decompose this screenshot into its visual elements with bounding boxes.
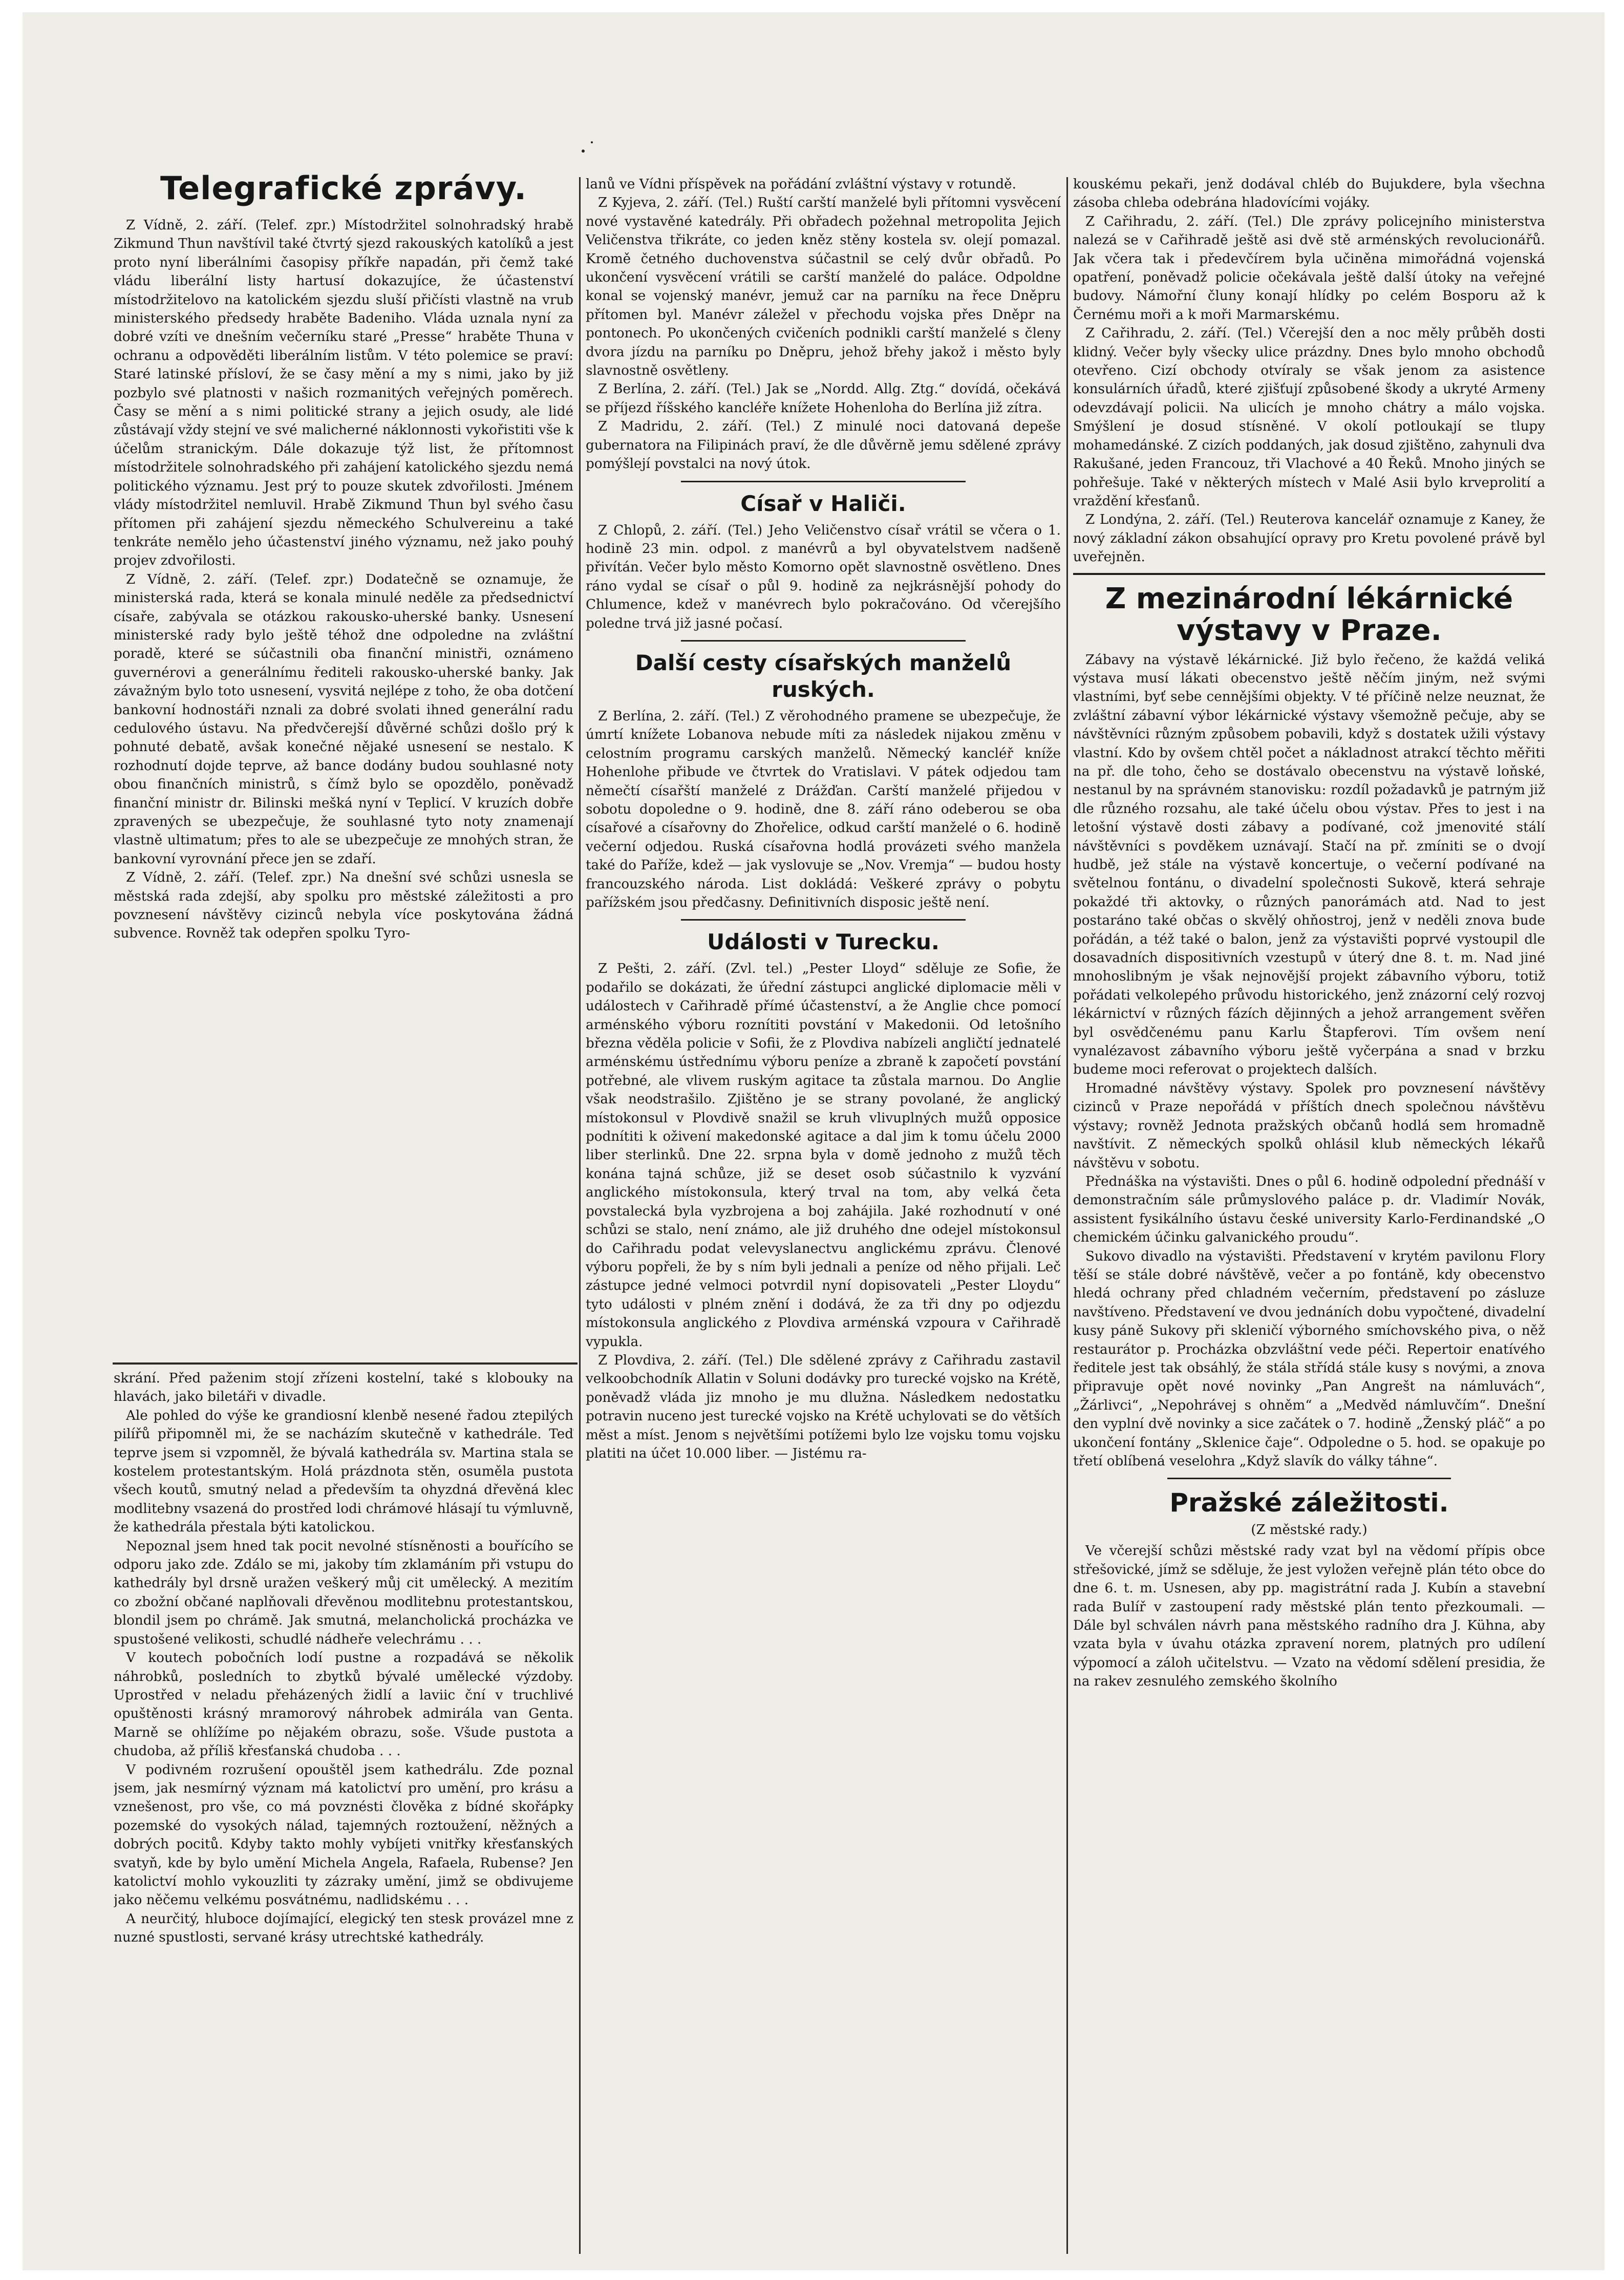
article-continuation: kouskému pekaři, jenž dodával chléb do Bujukdere, byla všechna zásoba chleba odebrána hladovícími vojáky. <box>1073 177 1545 211</box>
expo-entertainment: Zábavy na výstavě lékárnické. Již bylo řečeno, že každá veliká výstava musí lákati obecenstvo ještě něčím jiným, než svými vlastními, byť sebe cennějšími objekty. V té příčině nelze neuznat, že zvláštní zábavní výbor lékárnické výstavy všemožně pečuje, aby se návštěvníci různým způsobem pobavili, když s dostatek užili výstavy vlastní. Kdo by ovšem chtěl počet a nákladnost atrakcí těchto měřiti na př. dle toho, čeho se dostávalo obecenstvu na výstavě loňské, nestanul by na správném stanovisku: rozdíl požadavků je patrným již dle různého rozsahu, ale také účelu obou výstav. Přes to jest i na letošní výstavě dosti zábavy a podívané, což jmenovité stálí návštěvníci s povděkem uznávají. Stačí na př. zmíniti se o dvojí hudbě, jež stále na výstavě koncertuje, o večerní podívané na světelnou fontánu, o divadelní společnosti Sukově, která sehraje pokaždé tři aktovky, o různých panorámách atd. Nad to jest postaráno také občas o skvělý ohňostroj, jenž v neděli znova bude pořádán, a též také o balon, jenž za výstavišti poprvé vystoupil dle dosavadních dispositivních vzestupů v úterý dne 8. t. m. Nad jiné mnohoslibným je však nejnovější projekt zábavního výboru, totiž pořádati velkolepého průvodu historického, jenž znázorní celý rozvoj lékárnictví v různých fázích dějinných a jehož arrangement svěřen byl osvědčenému panu Karlu Štapferovi. Tím ovšem není vynalézavost zábavního výboru ještě vyčerpána a snad v brzku budeme moci referovat o projektech dalších. <box>1073 652 1545 1078</box>
article-vienna-city-council: Z Vídně, 2. září. (Telef. zpr.) Na dnešní své schůzi usnesla se městská rada zdejší, aby spolku pro městské záležitosti a pro povznesení návštěvy cizinců nebyla více poskytována žádná subvence. Rovněž tak odepřen spolku Tyro- <box>114 870 573 942</box>
section-heading-pharmacy-expo: Z mezinárodní lékárnické výstavy v Praze. <box>1105 582 1513 647</box>
article-berlin-hohenlohe: Z Berlína, 2. září. (Tel.) Jak se „Nordd. Allg. Ztg.“ dovídá, očekává se příjezd říšského kancléře knížete Hohenloha do Berlína již zítra. <box>586 381 1061 416</box>
section-heading-emperor: Císař v Haliči. <box>740 491 906 516</box>
article-plovdiv: Z Plovdiva, 2. září. (Tel.) Dle sdělené zprávy z Cařihradu zastavil velkoobchodník Allatin v Soluni dodávky pro turecké vojsko na Krétě, poněvadž vláda jiz mnoho je mu dlužna. Následkem nedostatku potravin nuceno jest turecké vojsko na Krétě uchylovati se do větších měst a míst. Jenom s největšími potížemi bylo lze vojsku tomu vojsku platiti na účet 10.000 liber. — Jistému ra- <box>586 1352 1061 1461</box>
article-continuation: lanů ve Vídni příspěvek na pořádání zvláštní výstavy v rotundě. <box>586 177 1016 192</box>
feuilleton-paragraph: Nepoznal jsem hned tak pocit nevolné stísněnosti a bouřícího se odporu jako zde. Zdálo se mi, jakoby tím zklamáním při vstupu do kathedrály byl drsně uražen veškerý můj cit umělecký. A mezitím co zbožní občané naplňovali dřevěnou modlitebnu protestantskou, blondil jsem po chrámě. Jak smutná, melancholická procházka ve spustošené velikosti, schudlé nádheře velechrámu . . . <box>114 1538 573 1647</box>
article-constantinople-1: Z Cařihradu, 2. září. (Tel.) Dle zprávy policejního ministerstva nalezá se v Cařihradě ještě asi dvě stě arménských revolucionářů. Jak včera tak i předevčírem byla učiněna mimořádná vojenská opatření, poněvadž policie očekávala ještě další útoky na veřejné budovy. Námořní čluny konají hlídky po celém Bosporu až k Černému moři a k moři Marmarskému. <box>1073 214 1545 323</box>
section-heading-prague-affairs: Pražské záležitosti. <box>1169 1488 1449 1518</box>
ink-speck <box>591 141 593 143</box>
article-chlopy: Z Chlopů, 2. září. (Tel.) Jeho Veličenstvo císař vrátil se včera o 1. hodině 23 min. odpol. z manévrů a byl obyvatelstvem nadšeně přivítán. Večer bylo město Komorno opět slavnostně osvětleno. Dnes ráno vydal se císař o půl 9. hodině za nejkrásnější pohody do Chlumence, kdež v manévrech bylo pokračováno. Od včerejšího poledne trvá již jasné počasí. <box>586 522 1061 631</box>
section-heading-russian-monarchs: Další cesty císařských manželů ruských. <box>635 650 1012 702</box>
column-3 <box>1073 175 1545 2259</box>
column-1 <box>114 168 573 1356</box>
column-2 <box>586 175 1061 2259</box>
page-headline: Telegrafické zprávy. <box>160 169 527 207</box>
article-pest: Z Pešti, 2. září. (Zvl. tel.) „Pester Lloyd“ sděluje ze Sofie, že podařilo se dokázati, že úřední zástupci anglické diplomacie měli v událostech v Cařihradě přímé účastenství, a že Anglie chce pomocí arménského výboru roznítiti povstání v Makedonii. Od letošního března věděla policie v Sofii, že z Plovdiva nabízeli angličtí jednatelé arménskému ústřednímu výboru peníze a zbraně k započetí povstání potřebné, ale vlivem ruským agitace ta zůstala marnou. Do Anglie však neodstrašilo. Zjištěno je se strany povolané, že anglický místokonsul v Plovdivě snažil se kruh vlivuplných mužů opposice podnítiti k oživení makedonské agitace a dal jim k tomu účelu 2000 liber sterlinků. Dne 22. srpna byla v domě jednoho z mužů těch konána tajná schůze, již se deset osob súčastnilo k vyzvání anglického místokonsula, který trval na tom, aby velká četa povstalecká byla vyzbrojena a boj zahájila. Jaké rozhodnutí v oné schůzi se stalo, není známo, ale již druhého dne odejel místokonsul do Cařihradu podat velevyslanectvu anglickému zprávu. Členové výboru popřeli, že by s ním byli jednali a peníze od něho přijali. Leč zástupce jedné velmoci potvrdil nyní dopisovateli „Pester Lloydu“ tyto události v plném znění i dodává, že za tři dny po odjezdu místokonsula anglického z Plovdiva arménská vzpoura v Cařihradě vypukla. <box>586 961 1061 1350</box>
expo-lecture: Přednáška na výstavišti. Dnes o půl 6. hodině odpolední přednáší v demonstračním sále průmyslového paláce p. dr. Vladimír Novák, assistent fysikálního ústavu české university Karlo-Ferdinandské „O chemickém účinku galvanického proudu“. <box>1073 1174 1545 1246</box>
ink-speck <box>582 150 585 153</box>
column-1-feuilleton <box>114 1369 573 2260</box>
column-rule-right <box>1066 177 1068 2254</box>
article-vienna-bank: Z Vídně, 2. září. (Telef. zpr.) Dodatečně se oznamuje, že ministerská rada, která se konala minulé neděle za předsednictví císaře, zabývala se otázkou rakousko-uherské banky. Usnesení ministerské rady bylo ještě téhož dne odpoledne na zvláštní poradě, které se súčastnili oba finanční ministři, oznámeno guvernérovi a generálnímu řediteli rakousko-uherské banky. Jak závažným bylo toto usnesení, vysvitá nejlépe z toho, že oba dotčení bankovní hodnostáři nznali za dobré svolati ihned generální radu cedulového ústavu. Na předvčerejší důvěrné schůzi došlo prý k pohnuté debatě, avšak konečné nějaké usnesení se nestalo. K rozhodnutí dojde teprve, až bance dodány budou souhlasné noty obou finančních ministrů, s čímž bylo se opozdělo, poněvadž finanční ministr dr. Bilinski mešká nyní v Teplicí. V kruzích dobře zpravených se ubezpečuje, že souhlasné tyto noty znamenají vlastně ultimatum; přes to ale se ubezpečuje ze mnohých stran, že bankovní vyrovnání přece jen se zdaří. <box>114 571 573 867</box>
section-divider <box>681 640 966 642</box>
section-divider <box>1073 573 1545 575</box>
feuilleton-paragraph: A neurčitý, hluboce dojímající, elegický ten stesk provázel mne z nuzné spustlosti, servané krásy utrechtské kathedrály. <box>114 1911 573 1946</box>
feuilleton-paragraph: skrání. Před paženim stojí zřízeni kostelní, také s klobouky na hlavách, jako biletáři v divadle. <box>114 1371 573 1405</box>
section-heading-turkey: Události v Turecku. <box>707 929 939 955</box>
feuilleton-paragraph: V koutech pobočních lodí pustne a rozpadává se několik náhrobků, posledních to zbytků bývalé umělecké výzdoby. Uprostřed v neladu přeházených židlí a laviic ční v truchlivé opuštěnosti krásný mramorový náhrobek admirála van Genta. Marně se ohlížíme po nějakém obrazu, soše. Všude pustota a chudoba, až příliš křesťanská chudoba . . . <box>114 1650 573 1759</box>
expo-group-visits: Hromadné návštěvy výstavy. Spolek pro povznesení návštěvy cizinců v Praze nepořádá v příštích dnech společnou návštěvu výstavy; rovněž Jednota pražských občanů hodlá sem hromadně navštívit. Z německých spolků ohlásil klub německých lékařů návštěvu v sobotu. <box>1073 1080 1545 1171</box>
newspaper-page <box>23 12 1605 2270</box>
article-london: Z Londýna, 2. září. (Tel.) Reuterova kancelář oznamuje z Kaney, že nový základní zákon obsahující opravy pro Kretu povolené právě byl uveřejněn. <box>1073 512 1545 565</box>
article-vienna-thun: Z Vídně, 2. září. (Telef. zpr.) Místodržitel solnohradský hrabě Zikmund Thun navštívil také čtvrtý sjezd rakouských katolíků a jest proto nyní liberálními časopisy příkře napadán, při čemž také vládu liberální listy hartusí dokazujíce, že účastenství místodržitelovo na katolickém sjezdu sluší přičísti vlastně na vrub ministerského předsedy hraběte Badeniho. Vláda uznala nyní za dobré vzíti ve dnešním večerníku staré „Presse“ hraběte Thuna v ochranu a odpověděti liberálním listům. V této polemice se praví: Staré latinské přísloví, že se časy mění a my s nimi, jako by již pozbylo své platnosti v našich rozmanitých veřejných poměrech. Časy se mění a s nimi politické strany a jejich osudy, ale lidé zůstávají vždy stejní ve své malicherné náklonnosti vykořistiti vše k účelům stranickým. Dále dokazuje týž list, že přítomnost místodržitele solnohradského při zahájení katolického sjezdu nemá politického významu. Jest prý to pouze skutek zdvořilosti. Jménem vlády místodržitel nemluvil. Hrabě Zikmund Thun byl svého času přítomen při zahájení sjezdu německého Schulvereinu a také tenkráte nemělo jeho účastenství jiného významu, než jako pouhý projev zdvořilosti. <box>114 218 573 569</box>
section-divider <box>681 481 966 482</box>
article-constantinople-2: Z Cařihradu, 2. září. (Tel.) Včerejší den a noc měly průběh dosti klidný. Večer byly všecky ulice prázdny. Dnes bylo mnoho obchodů otevřeno. Cizí obchody otvíraly se však jenom za asistence konsulárních úřadů, které zjišťují způsobené škody a ukryté Armeny odevzdávají policii. Na ulicích je mnoho chátry a málo vojska. Smýšlení je dosud stísněné. V okolí potloukají se tlupy mohamedánské. Z cizích poddaných, jak dosud zjištěno, zahynuli dva Rakušané, jeden Francouz, tři Vlachové a 40 Řeků. Mnoho jiných se pohřešuje. Také v některých místech v Malé Asii bylo krveprolití a vraždění křesťanů. <box>1073 326 1545 509</box>
expo-theatre: Sukovo divadlo na výstavišti. Představení v krytém pavilonu Flory těší se stále dobré návštěvě, večer a po fontáně, kdy obecenstvo hledá ochrany před chladném večerním, představení po zásluze navštíveno. Představení ve dvou jednáních dobu vypočtené, divadelní kusy páně Sukovy při skleničí výborného smíchovského piva, o něž restaurátor p. Procházka obzvláštní vede péči. Repertoir enatívého ředitele jest tak obsáhlý, že stála střídá stále kusy s novými, a znova připravuje opět nové novinky „Pan Angrešt na námluvách“, „Žárlivci“, „Nepohrávej s ohněm“ a „Medvěd námluvčím“. Dnešní den vyplní dvě novinky a sice začátek o 7. hodině „Ženský pláč“ a po ukončení fontány „Sklenice čaje“. Odpoledne o 5. hod. se opakuje po třetí oblíbená veselohra „Když slavík do války táhne“. <box>1073 1248 1545 1469</box>
article-city-council: Ve včerejší schůzi městské rady vzat byl na vědomí přípis obce střešovické, jímž se sděluje, že jest vyložen veřejně plán této obce do dne 6. t. m. Usnesen, aby pp. magistrátní rada J. Kubín a stavební rada Bulíř v zastoupení rady městské plán tento přezkoumali. — Dále byl schválen návrh pana městského radního dra J. Kühna, aby vzata byla v úvahu otázka zpravení norem, platných pro udílení výpomocí a záloh učitelstvu. — Vzato na vědomí sdělení presidia, že na rakev zesnulého zemského školního <box>1073 1543 1545 1690</box>
feuilleton-paragraph: Ale pohled do výše ke grandiosní klenbě nesené řadou ztepilých pilířů připomněl mi, že se nacházím skutečně v kathedrále. Teď teprve jsem si vzpomněl, že bývalá kathedrála sv. Martina stala se kostelem protestantským. Holá prázdnota stěn, osuměla pustota všech koutů, smutný nelad a především ta ohyzdná dřevěná klec modlitebny vsazená do prostřed lodi chrámové hlásají tu výmluvně, že kathedrála přestala býti katolickou. <box>114 1408 573 1536</box>
feuilleton-divider <box>113 1362 578 1365</box>
section-subheading: (Z městské rady.) <box>1251 1522 1367 1538</box>
article-madrid: Z Madridu, 2. září. (Tel.) Z minulé noci datovaná depeše gubernatora na Filipinách praví, že dle důvěrně jemu sdělené zprávy pomýšlejí povstalci na nový útok. <box>586 419 1061 472</box>
column-rule-left <box>579 177 581 2254</box>
article-berlin-lobanov: Z Berlína, 2. září. (Tel.) Z věrohodného pramene se ubezpečuje, že úmrtí knížete Lobanova nebude míti za následek nijakou změnu v celostním programu carských manželů. Německý kancléř kníže Hohenlohe přibude ve čtvrtek do Vratislavi. V pátek odjedou tam němečtí císařští manželé z Drážďan. Carští manželé přijedou v sobotu dopoledne o 9. hodině, dne 8. září ráno odeberou se oba císařové a císařovny do Zhořelice, odkud carští manželé o 6. hodině večerní odjedou. Ruská císařovna hodlá provázeti svého manžela také do Paříže, kdež — jak vyslovuje se „Nov. Vremja“ — budou hosty francouzského národa. List dokládá: Veškeré zprávy o pobytu pařížském jsou předčasny. Definitivních disposic ještě není. <box>586 708 1061 910</box>
section-divider <box>1167 1478 1450 1479</box>
feuilleton-paragraph: V podivném rozrušení opouštěl jsem kathedrálu. Zde poznal jsem, jak nesmírný význam má katolictví pro umění, pro krásu a vznešenost, pro vše, co má povznésti člověka z bídné skořápky pozemské do vysokých nálad, tajemných roztoužení, něžných a dobrých pocitů. Kdyby takto mohly vybíjeti vnitřky křesťanských svatyň, kde by bylo umění Michela Angela, Rafaela, Rubense? Jen katolictví mohlo vykouzliti ty zázraky umění, jimž se obdivujeme jako něčemu velkému posvátnému, nadlidskému . . . <box>114 1762 573 1908</box>
article-kiev: Z Kyjeva, 2. září. (Tel.) Ruští carští manželé byli přítomni vysvěcení nové vystavěné katedrály. Při obřadech požehnal metropolita Jejich Veličenstva třikráte, co jeden kněz stěny kostela sv. olejí pomazal. Kromě četného duchovenstva súčastnil se celý dvůr obřadů. Po ukončení vysvěcení vrátili se carští manželé do paláce. Odpoldne konal se vojenský manévr, jemuž car na parníku na řece Dněpru přítomen byl. Manévr záležel v přechodu vojska přes Dněpr na pontonech. Po ukončených cvičeních podnikli carští manželé s členy dvora jízdu na parníku po Dněpru, jehož břehy jakož i město byly slavnostně osvětleny. <box>586 195 1061 379</box>
section-divider <box>681 919 966 921</box>
